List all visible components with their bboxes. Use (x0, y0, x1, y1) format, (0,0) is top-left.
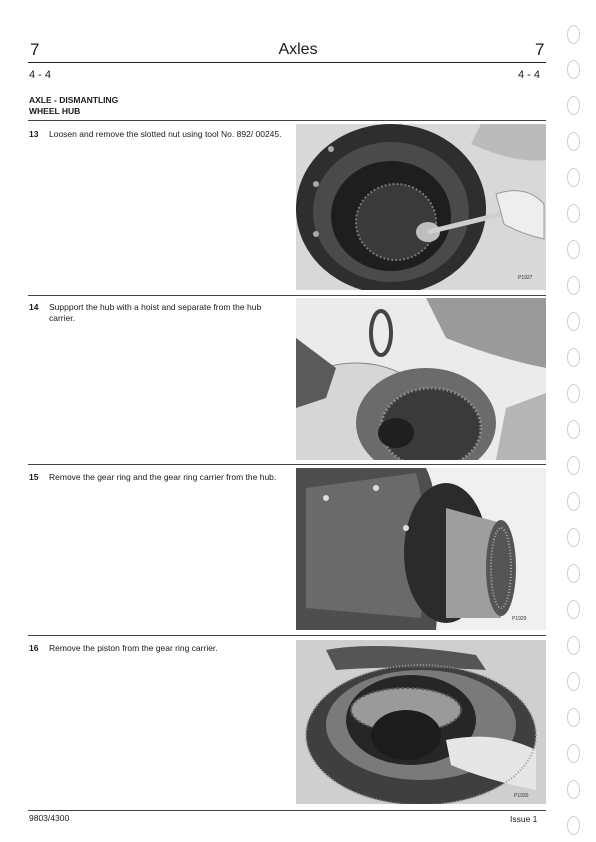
step-number: 14 (29, 302, 39, 312)
binder-tab (567, 528, 580, 547)
binder-tab (567, 96, 580, 115)
binder-tab (567, 456, 580, 475)
step-16 (29, 643, 284, 654)
step-number: 16 (29, 643, 39, 653)
photo-gear-ring-removal (296, 468, 546, 630)
step-divider (28, 635, 546, 636)
binder-tab (567, 672, 580, 691)
step-text: Suppport the hub with a hoist and separate from the hub carrier. (49, 302, 262, 323)
page-number-left: 4 - 4 (29, 69, 52, 81)
section-heading-line2: WHEEL HUB (29, 106, 81, 116)
binder-tab (567, 780, 580, 799)
binder-tab (567, 420, 580, 439)
photo-code: P1929 (512, 616, 527, 622)
photo-code: P1930 (514, 793, 529, 799)
binder-tab (567, 492, 580, 511)
binder-tab (567, 816, 580, 835)
binder-tab (567, 384, 580, 403)
binder-tab (567, 25, 580, 44)
step-divider (28, 295, 546, 296)
binder-tab (567, 132, 580, 151)
photo-code: P1927 (518, 275, 533, 281)
binder-tab (567, 636, 580, 655)
binder-tab (567, 240, 580, 259)
header-rule (28, 62, 546, 63)
step-number: 13 (29, 129, 39, 139)
issue-label: Issue 1 (510, 814, 538, 824)
page-title: Axles (278, 41, 318, 58)
chapter-number-right: 7 (535, 40, 545, 59)
binder-tab (567, 744, 580, 763)
step-text: Loosen and remove the slotted nut using tool No. 892/ 00245. (49, 129, 282, 139)
binder-tab (567, 564, 580, 583)
chapter-number-left: 7 (30, 40, 40, 59)
binder-tab (567, 600, 580, 619)
section-rule (28, 120, 546, 121)
footer-rule (28, 810, 546, 811)
step-text: Remove the piston from the gear ring carrier. (49, 643, 218, 653)
binder-tab (567, 708, 580, 727)
binder-tab (567, 204, 580, 223)
binder-tab (567, 348, 580, 367)
doc-number: 9803/4300 (29, 813, 70, 823)
photo-hub-separation-hoist (296, 298, 546, 460)
step-14 (29, 302, 284, 324)
page-number-right: 4 - 4 (518, 69, 541, 81)
binder-tab (567, 60, 580, 79)
step-13 (29, 129, 284, 140)
step-text: Remove the gear ring and the gear ring carrier from the hub. (49, 472, 277, 482)
step-15 (29, 472, 284, 483)
section-heading (29, 95, 118, 117)
photo-piston-removal (296, 640, 546, 804)
step-number: 15 (29, 472, 39, 482)
binder-tab (567, 276, 580, 295)
photo-slotted-nut-removal (296, 124, 546, 290)
step-divider (28, 464, 546, 465)
binder-tab (567, 168, 580, 187)
binder-tab (567, 312, 580, 331)
section-heading-line1: AXLE - DISMANTLING (29, 95, 119, 105)
